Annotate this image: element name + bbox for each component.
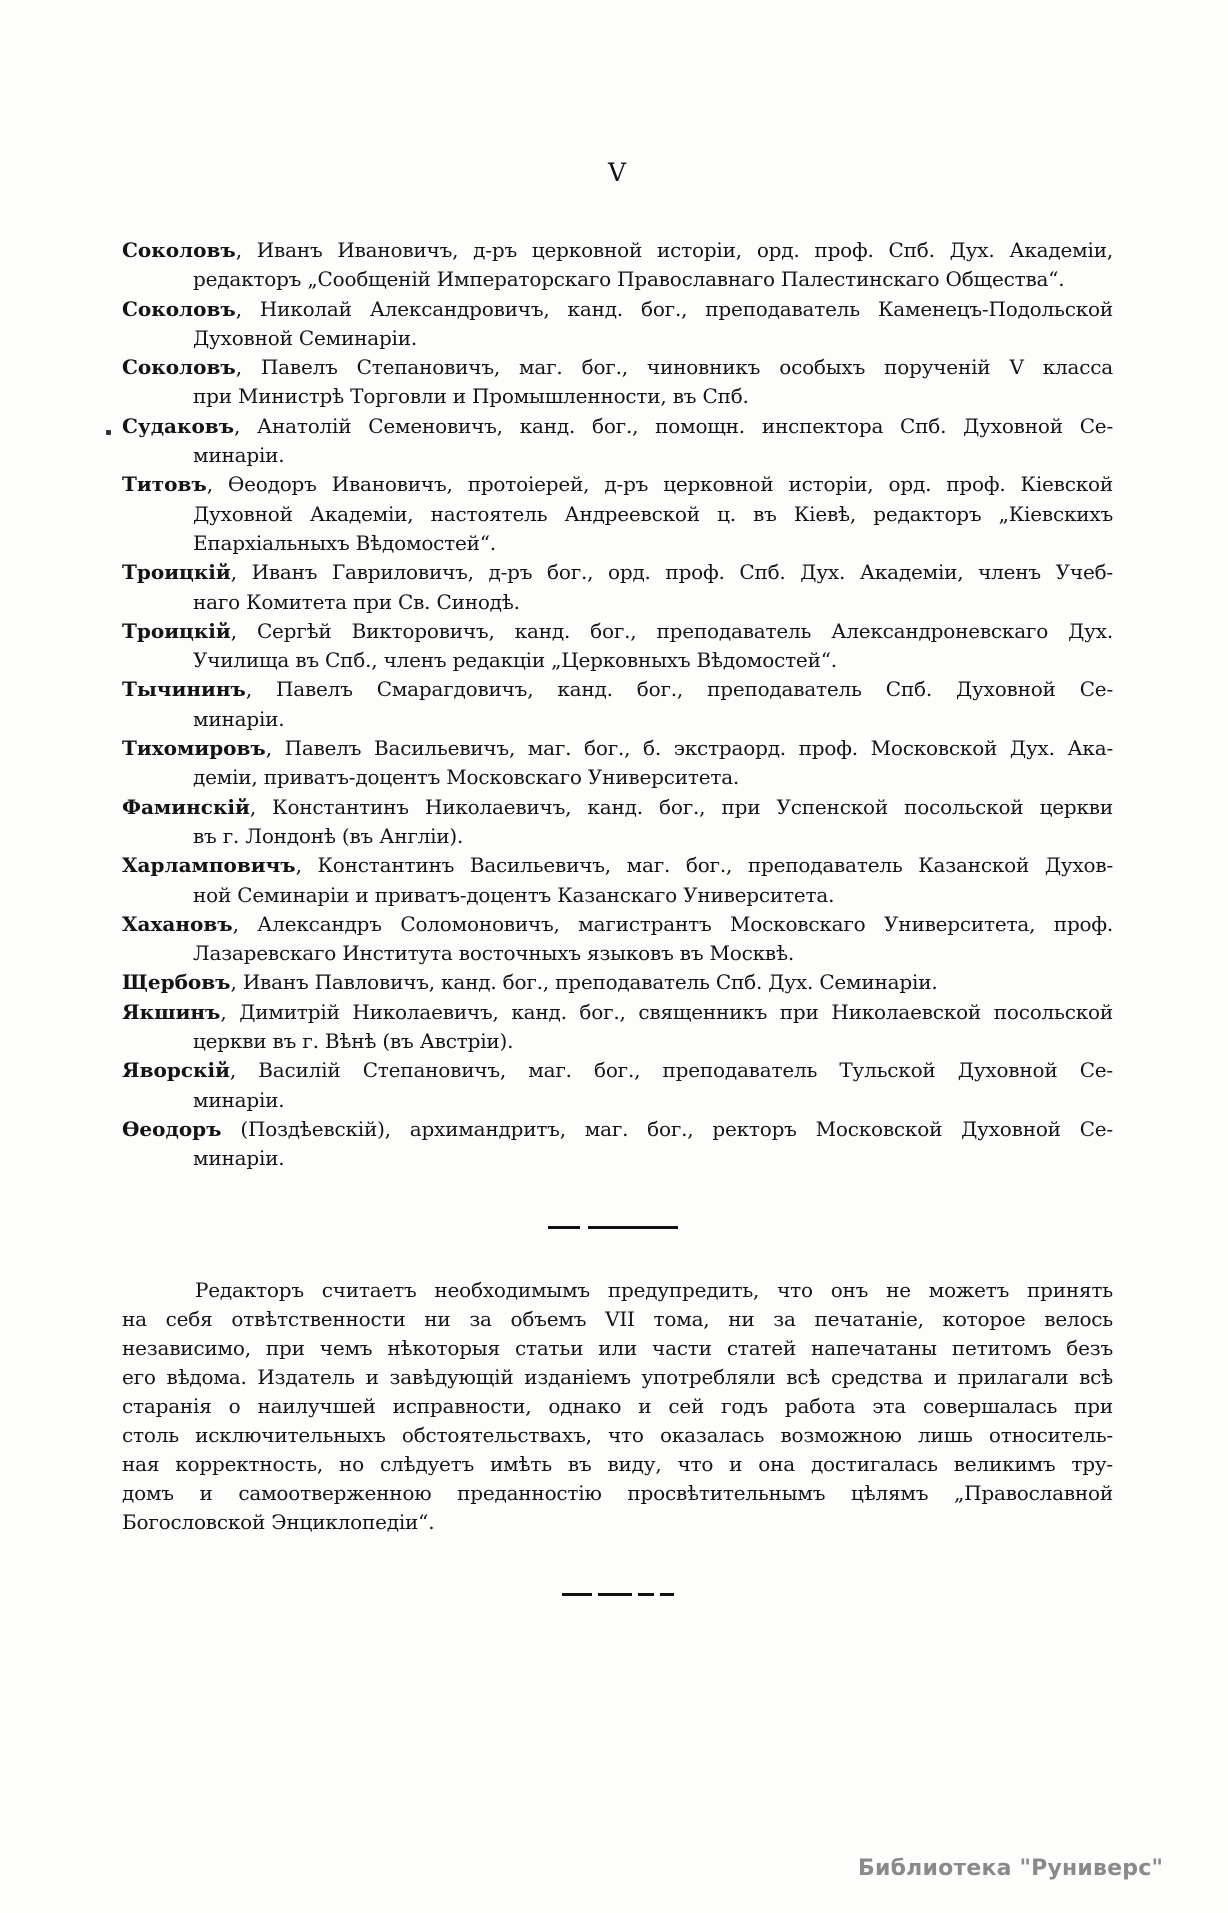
entry-line: Духовной Семинаріи. <box>193 325 418 350</box>
entry-line: минаріи. <box>193 1146 285 1171</box>
contributors-list <box>122 236 1113 1174</box>
entry-line <box>122 558 1113 587</box>
entry-text: , Иванъ Гавриловичъ, д-ръ бог., орд. проф. Спб. Дух. Академіи, членъ Учеб- <box>230 560 1113 585</box>
entry-line <box>122 968 1113 997</box>
note-line: старанія о наилучшей исправности, однако и сей годъ работа эта совершалась при <box>122 1394 1113 1418</box>
divider-dash <box>562 1593 592 1596</box>
contributor-name: Соколовъ <box>122 355 236 380</box>
contributor-entry <box>122 470 1113 558</box>
contributor-entry <box>122 353 1113 412</box>
entry-text: , Иванъ Павловичъ, канд. бог., преподаватель Спб. Дух. Семинаріи. <box>230 970 938 995</box>
contributor-name: Хахановъ <box>122 911 233 936</box>
divider-dash <box>598 1593 632 1596</box>
entry-line: Епархіальныхъ Вѣдомостей“. <box>193 530 496 555</box>
entry-line <box>122 236 1113 265</box>
contributor-name: Троицкій <box>122 560 231 585</box>
entry-line: Духовной Академіи, настоятель Андреевской ц. въ Кіевѣ, редакторъ „Кіевскихъ <box>193 501 1113 526</box>
entry-line: минаріи. <box>193 443 285 468</box>
contributor-entry <box>122 793 1113 852</box>
note-line: независимо, при чемъ нѣкоторыя статьи или части статей напечатаны петитомъ безъ <box>122 1336 1113 1360</box>
entry-line <box>122 998 1113 1027</box>
entry-text: , Николай Александровичъ, канд. бог., преподаватель Каменецъ-Подольской <box>235 296 1113 321</box>
contributor-name: Ѳеодоръ <box>122 1116 222 1141</box>
entry-text: , Александръ Соломоновичъ, магистрантъ Московскаго Университета, проф. <box>232 911 1113 936</box>
entry-line <box>122 1056 1113 1085</box>
contributor-entry <box>122 968 1113 997</box>
note-line: Богословской Энциклопедіи“. <box>122 1510 435 1534</box>
library-watermark: Библиотека "Руниверс" <box>858 1856 1164 1881</box>
contributor-entry <box>122 295 1113 354</box>
entry-line: Училища въ Спб., членъ редакціи „Церковныхъ Вѣдомостей“. <box>193 648 837 673</box>
editor-note <box>122 1276 1113 1537</box>
entry-line: ной Семинаріи и приватъ-доцентъ Казанскаго Университета. <box>193 882 835 907</box>
entry-line <box>122 353 1113 382</box>
entry-line: церкви въ г. Вѣнѣ (въ Австріи). <box>193 1029 514 1054</box>
contributor-entry <box>122 910 1113 969</box>
contributor-name: Якшинъ <box>122 999 221 1024</box>
contributor-entry <box>122 1056 1113 1115</box>
divider-dash <box>660 1593 674 1596</box>
contributor-entry <box>122 675 1113 734</box>
contributor-name: Тихомировъ <box>122 736 266 761</box>
entry-line <box>122 1115 1113 1144</box>
contributor-entry <box>122 734 1113 793</box>
contributor-name: Тычининъ <box>122 677 246 702</box>
contributor-entry <box>122 412 1113 471</box>
entry-line <box>122 617 1113 646</box>
entry-text: (Поздѣевскій), архимандритъ, маг. бог., ректоръ Московской Духовной Се- <box>221 1116 1113 1141</box>
contributor-entry <box>122 1115 1113 1174</box>
contributor-name: Троицкій <box>122 618 231 643</box>
entry-line: при Министрѣ Торговли и Промышленности, въ Спб. <box>193 384 749 409</box>
end-divider <box>562 1593 674 1596</box>
entry-line <box>122 412 1113 441</box>
entry-line: редакторъ „Сообщеній Императорскаго Православнаго Палестинскаго Общества“. <box>193 267 1065 292</box>
entry-text: , Павелъ Смарагдовичъ, канд. бог., преподаватель Спб. Духовной Се- <box>245 677 1113 702</box>
contributor-entry <box>122 617 1113 676</box>
entry-line: минаріи. <box>193 706 285 731</box>
entry-text: , Иванъ Ивановичъ, д-ръ церковной исторіи, орд. проф. Спб. Дух. Академіи, <box>235 238 1113 262</box>
note-line: на себя отвѣтственности ни за объемъ VII тома, ни за печатаніе, которое велось <box>122 1307 1113 1331</box>
entry-text: , Павелъ Степановичъ, маг. бог., чиновникъ особыхъ порученій V класса <box>235 355 1113 380</box>
entry-line: въ г. Лондонѣ (въ Англіи). <box>193 823 464 848</box>
contributor-name: Судаковъ <box>122 413 235 438</box>
entry-text: , Димитрій Николаевичъ, канд. бог., священникъ при Николаевской посольской <box>220 999 1113 1024</box>
page-number: V <box>607 158 628 187</box>
entry-text: , Константинъ Николаевичъ, канд. бог., при Успенской посольской церкви <box>249 794 1113 819</box>
entry-text: , Василій Степановичъ, маг. бог., преподаватель Тульской Духовной Се- <box>229 1058 1113 1083</box>
note-line: его вѣдома. Издатель и завѣдующій изданіемъ употребляли всѣ средства и прилагали всѣ <box>122 1365 1113 1389</box>
note-line: Редакторъ считаетъ необходимымъ предупредить, что онъ не можетъ принять <box>195 1278 1113 1302</box>
section-divider <box>548 1226 678 1229</box>
entry-line <box>122 470 1113 499</box>
entry-text: , Анатолій Семеновичъ, канд. бог., помощн. инспектора Спб. Духовной Се- <box>234 413 1113 438</box>
entry-line <box>122 851 1113 880</box>
contributor-entry <box>122 558 1113 617</box>
note-line: домъ и самоотверженною преданностію просвѣтительнымъ цѣлямъ „Православной <box>122 1481 1113 1505</box>
divider-dash <box>588 1226 678 1229</box>
contributor-name: Щербовъ <box>122 970 231 995</box>
entry-line <box>122 734 1113 763</box>
entry-line <box>122 793 1113 822</box>
entry-line: наго Комитета при Св. Синодѣ. <box>193 589 520 614</box>
divider-dash <box>548 1226 580 1229</box>
contributor-entry <box>122 851 1113 910</box>
entry-line: минаріи. <box>193 1087 285 1112</box>
contributor-entry <box>122 998 1113 1057</box>
contributor-name: Харламповичъ <box>122 853 296 878</box>
scan-artifact-dot <box>106 430 111 435</box>
note-line: столь исключительныхъ обстоятельствахъ, что оказалась возможною лишь относитель- <box>122 1423 1113 1447</box>
contributor-name: Титовъ <box>122 472 207 497</box>
entry-text: , Сергѣй Викторовичъ, канд. бог., преподаватель Александроневскаго Дух. <box>230 618 1113 643</box>
entry-text: , Павелъ Васильевичъ, маг. бог., б. экстраорд. проф. Московской Дух. Ака- <box>265 736 1113 761</box>
contributor-entry <box>122 236 1113 295</box>
contributor-name: Соколовъ <box>122 238 236 262</box>
entry-line <box>122 675 1113 704</box>
contributor-name: Яворскій <box>122 1058 230 1083</box>
entry-line: деміи, приватъ-доцентъ Московскаго Университета. <box>193 765 740 790</box>
contributor-name: Фаминскій <box>122 794 250 819</box>
entry-text: , Ѳеодоръ Ивановичъ, протоіерей, д-ръ церковной исторіи, орд. проф. Кіевской <box>206 472 1113 497</box>
divider-dash <box>638 1593 654 1596</box>
entry-line <box>122 295 1113 324</box>
entry-line: Лазаревскаго Института восточныхъ языковъ въ Москвѣ. <box>193 941 794 966</box>
entry-line <box>122 910 1113 939</box>
contributor-name: Соколовъ <box>122 296 236 321</box>
note-line: ная корректность, но слѣдуетъ имѣть въ виду, что и она достигалась великимъ тру- <box>122 1452 1113 1476</box>
entry-text: , Константинъ Васильевичъ, маг. бог., преподаватель Казанской Духов- <box>295 853 1113 878</box>
